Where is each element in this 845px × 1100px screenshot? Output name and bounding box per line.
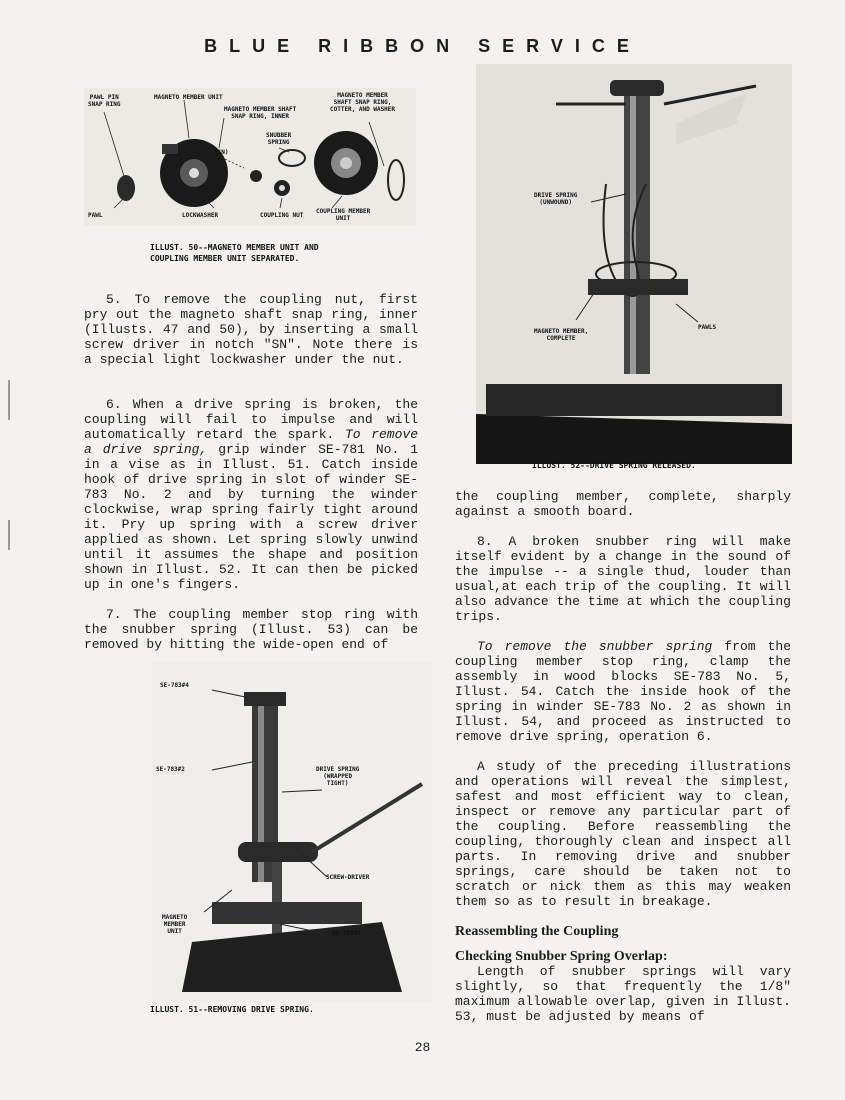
illust-51-caption: ILLUST. 51--REMOVING DRIVE SPRING. — [150, 1005, 314, 1014]
label-sn-notch: (SN) — [214, 149, 229, 156]
label-se783-1: SE-783#1 — [332, 930, 361, 937]
paragraph-6-body: grip winder SE-781 No. 1 in a vise as in Illust. 51. Catch inside hook of drive spring in slot of winder SE-783 No. 2 and by turning the winder clockwise, wrap spring fairly tight around it. Pry up spring with a screw driver applied as shown. Let spring slowly unwind until it assumes the shape and position shown in Illust. 52. It can then be picked up in one's fingers. — [84, 442, 418, 592]
paragraph-7: 7. The coupling member stop ring with the snubber spring (Illust. 53) can be removed by hitting the wide-open end of — [84, 607, 418, 652]
paragraph-6 — [84, 397, 418, 592]
label-coupling-nut: COUPLING NUT — [260, 212, 304, 219]
illust-50-figure — [84, 88, 416, 226]
label-magneto-member-unit: MAGNETO MEMBER UNIT — [154, 94, 223, 101]
heading-reassembling-coupling: Reassembling the Coupling — [455, 924, 619, 939]
label-lockwasher: LOCKWASHER — [182, 212, 219, 219]
label-coupling-member-unit: COUPLING MEMBER UNIT — [316, 208, 371, 222]
label-magneto-member-shaft-snap-ring-inner: MAGNETO MEMBER SHAFT SNAP RING, INNER — [224, 106, 297, 120]
label-pawls: PAWLS — [698, 324, 717, 331]
paragraph-9-italic: To remove the snubber spring — [477, 639, 713, 654]
label-magneto-member-shaft-snap-ring-cotter: MAGNETO MEMBER SHAFT SNAP RING, COTTER, AND WASHER — [330, 92, 396, 113]
paragraph-6-intro: 6. When a drive spring is broken, the coupling will fail to impulse and will automatically retard the spark. — [84, 397, 418, 442]
illust-51-figure — [152, 662, 432, 1002]
paragraph-9-body: from the coupling member stop ring, clamp the assembly in wood blocks SE-783 No. 5, Illust. 54. Catch the inside hook of the spring in winder SE-783 No. 2 as shown in Illust. 54, and proceed as instructed to remove drive spring, operation 6. — [455, 639, 791, 744]
label-drive-spring-unwound: DRIVE SPRING (UNWOUND) — [534, 192, 578, 206]
paragraph-6-italic: To remove a drive spring, — [84, 427, 419, 457]
illust-50-caption: ILLUST. 50--MAGNETO MEMBER UNIT AND COUPLING MEMBER UNIT SEPARATED. — [150, 243, 319, 263]
illust-52-caption: ILLUST. 52--DRIVE SPRING RELEASED. — [532, 461, 696, 470]
label-se783-2: SE-783#2 — [156, 766, 185, 773]
label-snubber-spring: SNUBBER SPRING — [266, 132, 292, 146]
heading-checking-snubber-overlap: Checking Snubber Spring Overlap: — [455, 949, 668, 964]
paragraph-8: 8. A broken snubber ring will make itself evident by a change in the sound of the impulse -- a single thud, louder than usual,at each trip of the coupling. It will also advance the time at which the coupling trips. — [455, 534, 791, 624]
paragraph-5: 5. To remove the coupling nut, first pry out the magneto shaft snap ring, inner (Illusts. 47 and 50), by inserting a small screw driver in notch "SN". Note there is a special light lockwasher under the nut. — [84, 292, 418, 367]
label-pawl: PAWL — [88, 212, 103, 219]
paragraph-7-continued: the coupling member, complete, sharply against a smooth board. — [455, 489, 791, 519]
right-column — [455, 489, 791, 1024]
binding-edge-mark — [8, 520, 10, 550]
label-se783-4: SE-783#4 — [160, 682, 189, 689]
binding-edge-mark — [8, 380, 10, 420]
page-header: BLUE RIBBON SERVICE — [204, 36, 641, 56]
paragraph-11: Length of snubber springs will vary slightly, so that frequently the 1/8" maximum allowable overlap, given in Illust. 53, must be adjusted by means of — [455, 964, 791, 1024]
label-screw-driver: SCREW-DRIVER — [326, 874, 370, 881]
page-number: 28 — [414, 1040, 431, 1055]
left-column — [84, 292, 418, 652]
label-drive-spring-wrapped: DRIVE SPRING (WRAPPED TIGHT) — [316, 766, 360, 787]
paragraph-10: A study of the preceding illustrations and operations will reveal the simplest, safest and most efficient way to clean, inspect or remove any particular part of the coupling. Before reassembling the coupling, thoroughly clean and inspect all parts. In removing drive and snubber springs, care should be taken not to scratch or nick them as this may weaken them so as to result in breakage. — [455, 759, 791, 909]
label-magneto-member-unit: MAGNETO MEMBER UNIT — [162, 914, 188, 935]
illust-52-figure — [476, 64, 792, 464]
paragraph-9 — [455, 639, 791, 744]
label-magneto-member-complete: MAGNETO MEMBER, COMPLETE — [534, 328, 589, 342]
label-pawl-pin-snap-ring: PAWL PIN SNAP RING — [88, 94, 121, 108]
winder-vise-drawing — [152, 662, 432, 1002]
drive-spring-released-drawing — [476, 64, 792, 464]
